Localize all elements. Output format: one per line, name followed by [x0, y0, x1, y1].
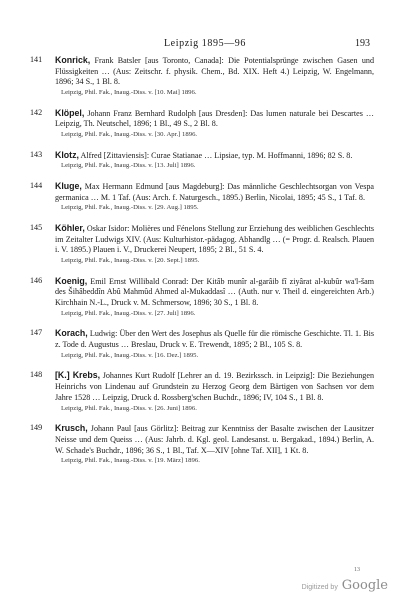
entry-provenance: Leipzig, Phil. Fak., Inaug.-Diss. v. [10. Mai] 1896. — [61, 89, 197, 97]
entry-text: Ludwig: Über den Wert des Josephus als Quelle für die römische Geschichte. Tl. 1. Bis z. Tode d. Augustus … Breslau, Druck v. E. Trewendt, 1895; 2 Bl., 105 S. 8. — [55, 329, 374, 350]
list-item — [30, 108, 374, 140]
list-item — [30, 328, 374, 360]
entry-number: 144 — [30, 181, 43, 190]
list-item — [30, 55, 374, 98]
entry-provenance: Leipzig, Phil. Fak., Inaug.-Diss. v. [26. Juni] 1896. — [61, 404, 197, 412]
entry-text: Max Hermann Edmund [aus Magdeburg]: Das männliche Geschlechtsorgan von Vespa germanica … M. 1 Taf. (Aus: Arch. f. Naturgesch., 1895.) Berlin, Nicolai, 1895; 45 S., 1 Taf. 8. — [55, 182, 374, 202]
signature-mark: 13 — [354, 567, 360, 573]
digitized-prefix: Digitized by — [301, 584, 338, 591]
list-item — [30, 370, 374, 413]
entry-text: Alfred [Zittaviensis]: Curae Statianae … Lipsiae, typ. M. Hoffmanni, 1896; 82 S. 8. — [78, 150, 353, 160]
entry-number: 149 — [30, 423, 43, 433]
list-item — [30, 150, 374, 171]
author-surname: Koenig, — [55, 275, 88, 286]
running-header — [40, 38, 370, 52]
running-title: Leipzig 1895—96 — [163, 38, 247, 49]
author-surname: Klöpel, — [55, 107, 85, 118]
dissertation-list — [30, 55, 374, 476]
author-surname: Klotz, — [55, 149, 79, 160]
digitized-watermark — [302, 578, 388, 593]
author-surname: Korach, — [55, 328, 88, 339]
entry-number: 143 — [30, 149, 43, 159]
entry-provenance: Leipzig, Phil. Fak., Inaug.-Diss. v. [20. Sept.] 1895. — [61, 257, 200, 265]
entry-provenance: Leipzig, Phil. Fak., Inaug.-Diss. v. [27. Juli] 1896. — [61, 309, 196, 317]
entry-provenance: Leipzig, Phil. Fak., Inaug.-Diss. v. [30. Apr.] 1896. — [61, 131, 198, 139]
entry-number: 142 — [30, 107, 43, 117]
author-surname: Konrick, — [55, 55, 91, 65]
author-surname: Kluge, — [55, 181, 82, 191]
entry-number: 147 — [30, 328, 43, 338]
entry-provenance: Leipzig, Phil. Fak., Inaug.-Diss. v. [13. Juli] 1896. — [61, 162, 196, 170]
entry-provenance: Leipzig, Phil. Fak., Inaug.-Diss. v. [29. Aug.] 1895. — [61, 204, 199, 212]
entry-number: 141 — [30, 55, 43, 64]
entry-text: Johann Franz Bernhard Rudolph [aus Dresden]: Das lumen naturale bei Descartes … Leipzig, Th. Neutschel, 1896; 1 Bl., 49 S., 2 Bl. 8. — [55, 108, 374, 129]
entry-number: 146 — [30, 275, 43, 285]
list-item — [30, 276, 374, 319]
entry-text: Johannes Kurt Rudolf [Lehrer an d. 19. Bezirkssch. in Leipzig]: Die Beziehungen Heinrichs von Lindenau auf Grundstein zu Herzog Georg dem Bärtigen von Sachsen vor dem Jahre 1528 … Leipzig, Druck d. Rossberg'schen Buchdr., 1896; IV, 104 S., 1 Bl. 8. — [55, 371, 374, 402]
entry-text: Oskar Isidor: Molières und Fénelons Stellung zur Erziehung des weiblichen Geschlechts im Zeitalter Ludwigs XIV. (Aus: Kulturhistor.-pädagog. Abhandlg … (= Progr. d. Realsch. Plauen i. V. 1895.) Plauen i. V., Druckerei Neupert, 1895; 2 Bl., 51 S. 4. — [55, 224, 374, 255]
author-surname: Köhler, — [55, 223, 85, 233]
entry-provenance: Leipzig, Phil. Fak., Inaug.-Diss. v. [19. März] 1896. — [61, 457, 200, 465]
entry-number: 148 — [30, 370, 43, 380]
list-item — [30, 223, 374, 266]
entry-number: 145 — [30, 223, 43, 232]
author-surname: [K.] Krebs, — [55, 370, 101, 381]
author-surname: Krusch, — [55, 423, 88, 434]
entry-text: Emil Ernst Willibald Conrad: Der Kitâb munîr al-garâib fî ziyârat al-kubûr wa'l-šam des Šihâbeddîn Abû Mahmûd Ahmed al-Mukaddasî … (Auth. nur v. Theil d. eingereichten Arb.) Kirchhain N.-L., Druck v. M. Schmersow, 1896; 30 S., 1 Bl. 8. — [55, 276, 374, 308]
google-logo: Google — [341, 578, 388, 593]
list-item — [30, 181, 374, 213]
list-item — [30, 423, 374, 466]
entry-text: Frank Batsler [aus Toronto, Canada]: Die Potentialsprünge zwischen Gasen und Flüssigkeiten … (Aus: Zeitschr. f. physik. Chem., Bd. XIX. Heft 4.) Leipzig, W. Engelmann, 1896; 34 S., 1 Bl. 8. — [55, 56, 374, 87]
page-number: 193 — [355, 38, 370, 49]
entry-text: Johann Paul [aus Görlitz]: Beitrag zur Kenntniss der Basalte zwischen der Lausitzer Neisse und dem Queiss … (Aus: Jahrb. d. Kgl. geol. Landesanst. u. Bergakad., 1894.) Berlin, A. W. Schade's Buchdr., 1896; 36 S., 1 Bl., Taf. X—XIV [ohne Taf. XII], 1 Kt. 8. — [55, 424, 374, 455]
entry-provenance: Leipzig, Phil. Fak., Inaug.-Diss. v. [16. Dez.] 1895. — [61, 351, 199, 359]
